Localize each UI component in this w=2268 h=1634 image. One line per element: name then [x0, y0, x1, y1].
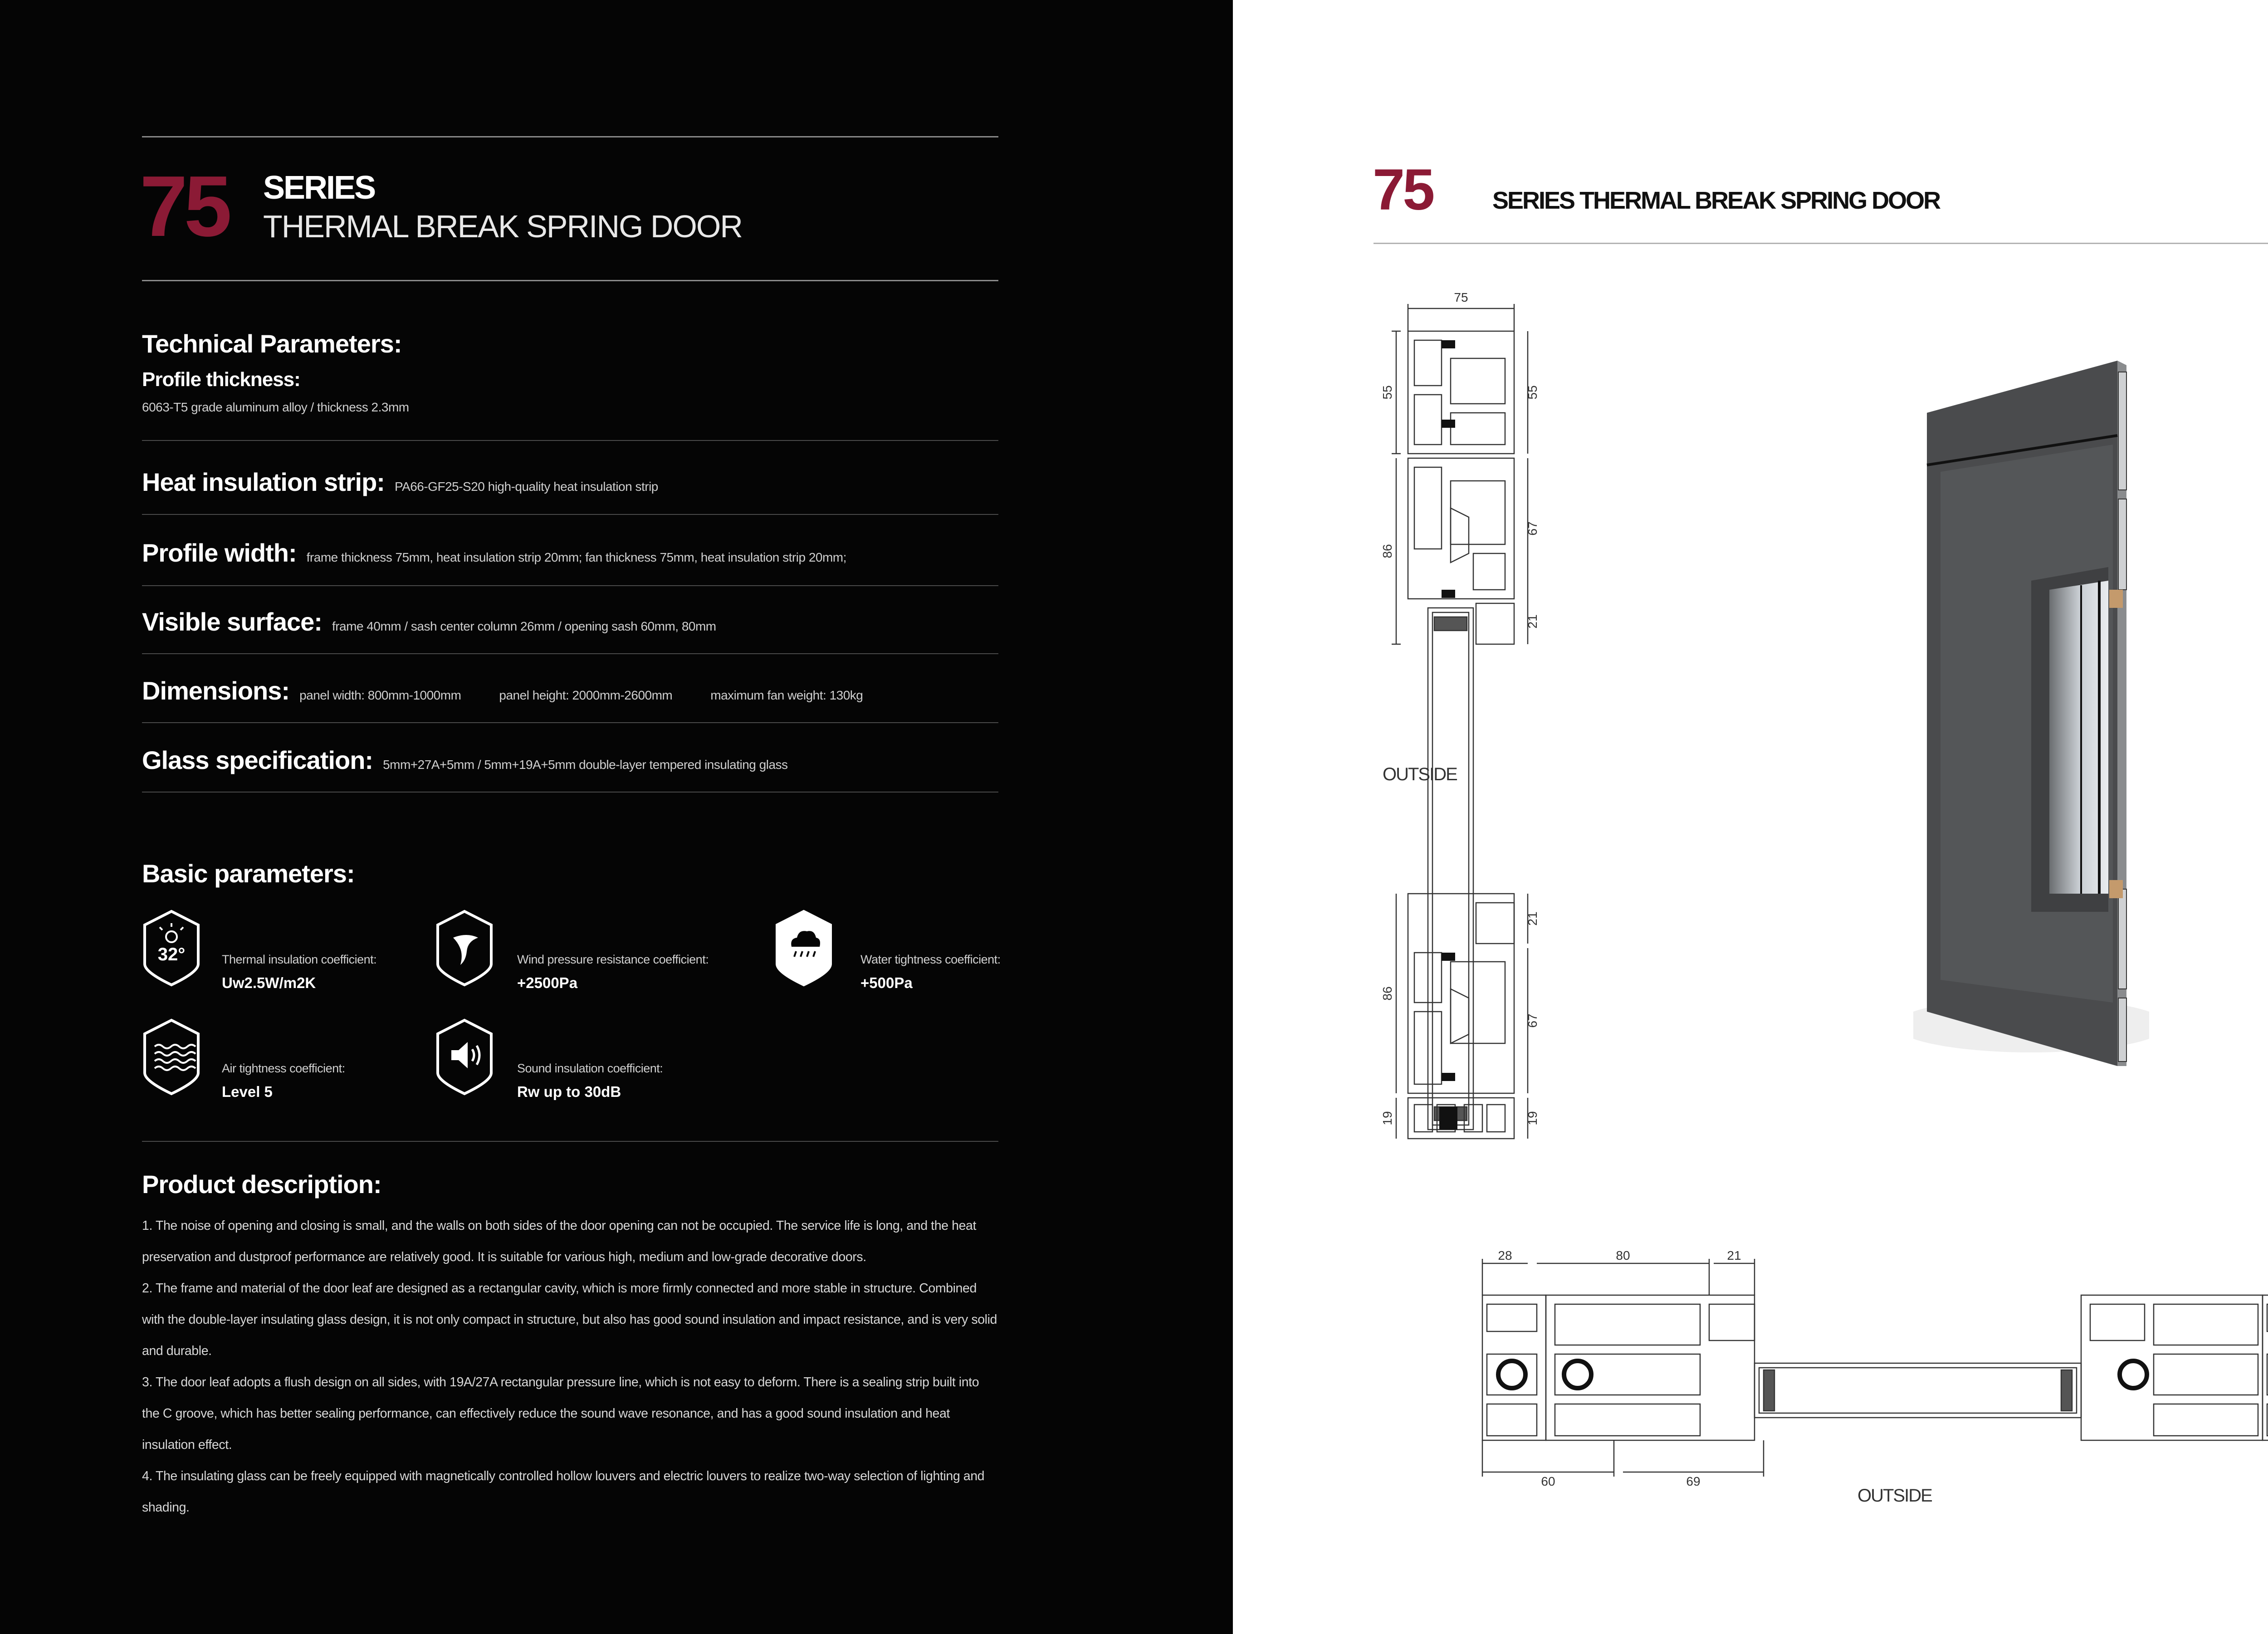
param-label: Visible surface: [142, 607, 322, 636]
door-profile-render [1913, 354, 2149, 1080]
header-divider [142, 280, 998, 281]
right-panel [1233, 0, 2268, 1634]
vertical-section-drawing [1378, 281, 1569, 1152]
basic-label: Thermal insulation coefficient: [222, 953, 377, 966]
series-label: SERIES [263, 170, 375, 206]
basic-value: +2500Pa [517, 974, 578, 991]
profile-thickness-label: Profile thickness: [142, 368, 300, 391]
svg-text:67: 67 [1525, 1013, 1540, 1028]
param-value: panel height: 2000mm-2600mm [499, 688, 673, 702]
param-value: frame 40mm / sash center column 26mm / opening sash 60mm, 80mm [332, 619, 716, 633]
svg-text:28: 28 [1498, 1250, 1512, 1262]
svg-text:19: 19 [1525, 1111, 1540, 1125]
svg-text:19: 19 [1380, 1111, 1394, 1125]
basic-label: Water tightness coefficient: [860, 953, 1001, 966]
series-number-right: 75 [1373, 157, 1433, 222]
basic-label: Air tightness coefficient: [222, 1062, 345, 1075]
svg-text:55: 55 [1525, 385, 1540, 400]
param-value: frame thickness 75mm, heat insulation strip 20mm; fan thickness 75mm, heat insulation strip 20mm; [306, 550, 846, 564]
basic-label: Sound insulation coefficient: [517, 1062, 663, 1075]
divider [142, 653, 998, 654]
svg-text:32°: 32° [157, 944, 186, 964]
basic-value: Uw2.5W/m2K [222, 974, 316, 991]
top-divider [142, 136, 998, 137]
param-value: 5mm+27A+5mm / 5mm+19A+5mm double-layer tempered insulating glass [383, 758, 788, 772]
svg-text:67: 67 [1525, 521, 1540, 536]
param-label: Profile width: [142, 538, 297, 567]
series-number: 75 [140, 158, 229, 254]
horizontal-section-drawing [1473, 1250, 2268, 1486]
param-glass [142, 745, 826, 775]
param-label: Glass specification: [142, 746, 373, 774]
basic-value: Rw up to 30dB [517, 1083, 621, 1100]
svg-text:69: 69 [1686, 1474, 1701, 1486]
svg-text:21: 21 [1525, 911, 1540, 926]
divider [142, 514, 998, 515]
param-heat-insulation [142, 467, 696, 497]
svg-text:60: 60 [1541, 1474, 1555, 1486]
basic-label: Wind pressure resistance coefficient: [517, 953, 709, 966]
divider [142, 585, 998, 586]
description-body [142, 1210, 998, 1523]
param-visible-surface [142, 607, 754, 636]
basic-heading: Basic parameters: [142, 859, 355, 888]
speaker-icon [435, 1018, 494, 1096]
param-label: Dimensions: [142, 676, 290, 705]
svg-text:55: 55 [1380, 385, 1394, 400]
param-value: panel width: 800mm-1000mm [299, 688, 461, 702]
wind-icon [435, 910, 494, 987]
basic-value: +500Pa [860, 974, 913, 991]
svg-text:80: 80 [1616, 1250, 1630, 1262]
technical-heading: Technical Parameters: [142, 329, 402, 358]
svg-text:86: 86 [1380, 544, 1394, 558]
svg-text:86: 86 [1380, 986, 1394, 1001]
series-subtitle: THERMAL BREAK SPRING DOOR [263, 209, 742, 244]
outside-label: OUTSIDE [1383, 764, 1457, 784]
param-value: maximum fan weight: 130kg [710, 688, 863, 702]
param-label: Heat insulation strip: [142, 468, 385, 496]
divider [142, 792, 998, 793]
profile-thickness-value: 6063-T5 grade aluminum alloy / thickness 2.3mm [142, 400, 409, 414]
param-dimensions [142, 676, 901, 705]
divider [142, 440, 998, 441]
description-heading: Product description: [142, 1170, 381, 1199]
description-paragraph: 1. The noise of opening and closing is small, and the walls on both sides of the door opening can not be occupied. The service life is long, and the heat preservation and dustproof performance are relatively good. It is suitable for various high, medium and low-grade decorative doors. [142, 1218, 976, 1264]
thermometer-icon [142, 910, 201, 987]
param-value: PA66-GF25-S20 high-quality heat insulation strip [394, 479, 658, 494]
title-divider [1374, 243, 2268, 244]
svg-text:21: 21 [1727, 1250, 1741, 1262]
basic-value: Level 5 [222, 1083, 273, 1100]
description-paragraph: 3. The door leaf adopts a flush design on all sides, with 19A/27A rectangular pressure line, which is not easy to deform. There is a sealing strip built into the C groove, which has better sealing performance, can effectively reduce the sound wave resonance, and has a good sound insulation and heat insulation effect. [142, 1375, 979, 1452]
svg-text:21: 21 [1525, 614, 1540, 629]
series-title-right: SERIES THERMAL BREAK SPRING DOOR [1492, 187, 1940, 214]
description-paragraph: 2. The frame and material of the door leaf are designed as a rectangular cavity, which is more firmly connected and more stable in structure. Combined with the double-layer insulating glass design, it is not only compact in structure, but also has good sound insulation and impact resistance, and is very solid and durable. [142, 1281, 997, 1358]
divider [142, 1141, 998, 1142]
param-profile-width [142, 538, 885, 567]
description-paragraph: 4. The insulating glass can be freely equipped with magnetically controlled hollow louvers and electric louvers to realize two-way selection of lighting and shading. [142, 1469, 985, 1515]
waves-icon [142, 1018, 201, 1096]
divider [142, 722, 998, 723]
svg-text:75: 75 [1454, 290, 1468, 304]
outside-label-bottom: OUTSIDE [1857, 1486, 1932, 1506]
rain-cloud-icon [774, 910, 833, 987]
